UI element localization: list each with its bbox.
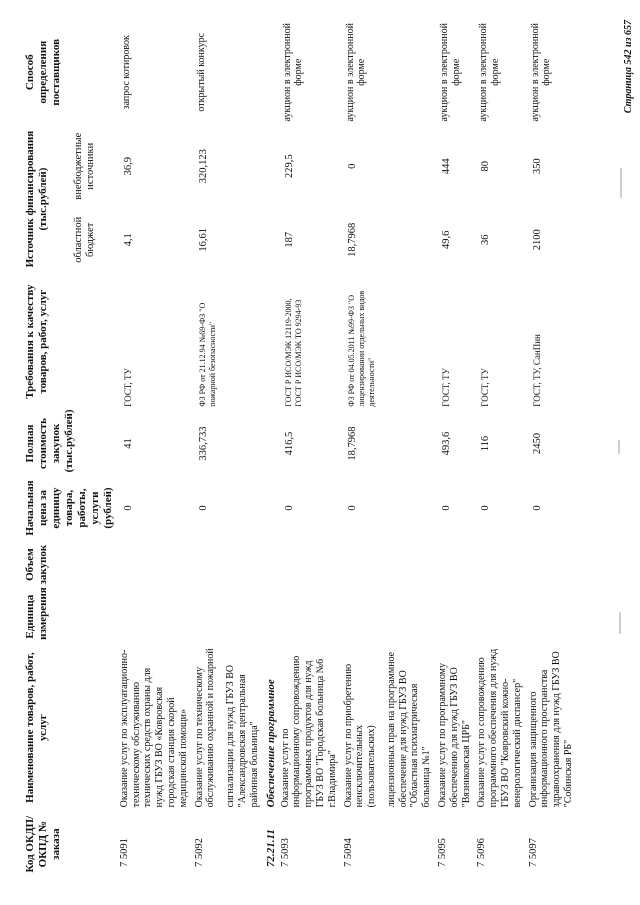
row-volume [474, 540, 525, 590]
row-method: аукцион в электронной форме [344, 23, 368, 122]
row-funding-regional: 16,61 [197, 227, 209, 252]
row-code: 7 5094 [342, 838, 354, 867]
table-body [117, 19, 577, 877]
row-total: 416,5 [283, 431, 295, 456]
header-unit: Единица измерения [24, 587, 49, 640]
row-total: 2450 [531, 433, 543, 455]
header-code: Код ОКДП/ ОКПД № заказа [24, 815, 62, 873]
table-row [435, 19, 474, 877]
page-number: Страница 542 из 657 [623, 20, 634, 114]
row-code: 7 5091 [118, 838, 130, 867]
row-requirements: ГОСТ, ТУ [441, 368, 452, 407]
row-code: 7 5097 [527, 838, 539, 867]
group-code: 72.21.11 [264, 829, 277, 867]
row-volume [341, 540, 436, 590]
row-price: 0 [122, 505, 134, 511]
row-method: аукцион в электронной форме [439, 23, 462, 122]
row-code: 7 5092 [193, 838, 205, 867]
table-row [117, 19, 192, 877]
row-name-text: Оказание услуг по техническому обслуживанию охранной и пожарной [193, 648, 217, 808]
row-requirements: ГОСТ Р ИСО/МЭК 12119-2000, ГОСТ Р ИСО/МЭК ТО 9294-93 [283, 298, 303, 407]
row-method: аукцион в электронной форме [281, 23, 305, 122]
row-name [192, 644, 263, 812]
row-funding-extra: 320,123 [197, 149, 209, 184]
row-total: 18,7968 [346, 426, 358, 461]
row-volume [117, 540, 192, 590]
row-funding-extra: 0 [346, 163, 358, 169]
header-method: Способ определения поставщиков [24, 38, 62, 106]
row-name-continued: сигнализации для нужд ГБУЗ ВО "Александровская центральная районная больница" [225, 664, 260, 808]
row-price: 0 [346, 505, 358, 511]
row-method: запрос котировок [120, 35, 132, 110]
row-name-continued: лицензионных прав на программное обеспечение для нужд ГБУЗ ВО "Областная психиатрическая больница №1" [385, 651, 433, 808]
row-method: аукцион в электронной форме [478, 23, 502, 122]
row-volume [526, 540, 577, 590]
row-requirements: ГОСТ, ТУ [480, 368, 491, 407]
header-name: Наименование товаров, работ, услуг [24, 652, 49, 803]
row-volume [435, 540, 474, 590]
header-volume: Объем закупок [24, 544, 49, 585]
row-name [278, 644, 341, 812]
scan-artifact [618, 440, 620, 454]
procurement-table [22, 19, 577, 877]
row-price: 0 [531, 505, 543, 511]
row-volume [278, 540, 341, 590]
row-volume [192, 540, 263, 590]
row-requirements: ГОСТ, ТУ [122, 368, 133, 407]
group-row [263, 19, 278, 877]
header-total: Полная стоимость закупок (тыс.рублей) [24, 409, 75, 473]
row-funding-extra: 444 [441, 158, 453, 175]
row-name [435, 644, 474, 812]
row-code: 7 5096 [476, 838, 488, 867]
row-funding-extra: 80 [480, 160, 492, 172]
row-price: 0 [441, 505, 453, 511]
row-total: 41 [122, 438, 134, 449]
row-name-gap [378, 648, 386, 808]
row-funding-extra: 350 [531, 158, 543, 175]
row-name [117, 644, 192, 812]
row-method: аукцион в электронной форме [529, 23, 553, 122]
table-row [341, 19, 436, 877]
row-funding-extra: 36,9 [122, 157, 134, 176]
row-unit [192, 590, 263, 644]
row-name [526, 644, 577, 812]
row-code: 7 5093 [279, 838, 291, 867]
row-funding-regional: 4,1 [122, 233, 134, 247]
row-unit [474, 590, 525, 644]
header-requirements: Требования к качеству товаров, работ, услуг [24, 284, 49, 399]
row-name [474, 644, 525, 812]
table-row [526, 19, 577, 877]
row-unit [278, 590, 341, 644]
header-row [22, 19, 69, 877]
row-name-text: Оказание услуг по эксплуатационно-техническому обслуживанию технических средств охраны для нужд ГБУЗ ВО «Ковровская городская станция скорой медицинской помощи» [118, 649, 189, 808]
table-row [474, 19, 525, 877]
row-name-text: Оказание услуг по программному обеспечению для нужд ГБУЗ ВО "Вязниковская ЦРБ" [437, 663, 472, 808]
row-total: 116 [480, 435, 492, 452]
row-name-text: Оказание услуг по сопровождению программного обеспечения для нужд ГБУЗ ВО "Ковровский кожно-венерологический диспансер" [476, 648, 523, 808]
header-funding-regional: областной бюджет [72, 216, 97, 263]
row-funding-regional: 49,6 [441, 230, 453, 249]
row-funding-extra: 229,5 [283, 154, 295, 179]
row-funding-regional: 18,7968 [346, 222, 358, 257]
group-label: Обеспечение программное [264, 679, 277, 808]
scan-artifact [619, 612, 621, 634]
header-funding: Источник финансирования (тыс.рублей) [24, 130, 49, 268]
row-total: 336,733 [197, 426, 209, 461]
row-requirements: ФЗ РФ от 04.05.2011 №99-ФЗ "О лицензировании отдельных видов деятельности" [346, 290, 376, 407]
row-funding-regional: 36 [480, 234, 492, 246]
header-funding-extra: внебюджетные источники [72, 132, 97, 200]
row-unit [341, 590, 436, 644]
table-row [278, 19, 341, 877]
row-name [341, 644, 436, 812]
row-price: 0 [197, 505, 209, 511]
row-total: 493,6 [441, 431, 453, 456]
row-name-text: Организация защищенного информационного пространства здравоохранения для нужд ГБУЗ ВО "Собинская РБ" [527, 651, 575, 808]
row-name-text: Оказание услуг по информационному сопровождению программных продуктов для нужд ГБУЗ ВО "Городская больница №6 г.Владимира" [279, 655, 338, 808]
row-method: открытый конкурс [195, 32, 207, 112]
row-code: 7 5095 [437, 838, 449, 867]
table-row [192, 19, 263, 877]
row-unit [526, 590, 577, 644]
scan-artifact [620, 168, 622, 198]
row-funding-regional: 187 [283, 231, 295, 248]
row-requirements: ГОСТ, ТУ, СанПин [531, 334, 542, 407]
row-name-gap [217, 648, 225, 808]
row-funding-regional: 2100 [531, 229, 543, 251]
row-price: 0 [283, 505, 295, 511]
header-price: Начальная цена за единицу товара, работы, услуги (рублей) [24, 480, 114, 536]
row-unit [435, 590, 474, 644]
row-price: 0 [480, 505, 492, 511]
row-name-text: Оказание услуг по приобретению неисключительных (пользовательских) [342, 663, 378, 808]
row-unit [117, 590, 192, 644]
row-requirements: ФЗ РФ от 21.12.94 №69-ФЗ "О пожарной безопасности" [197, 302, 217, 407]
